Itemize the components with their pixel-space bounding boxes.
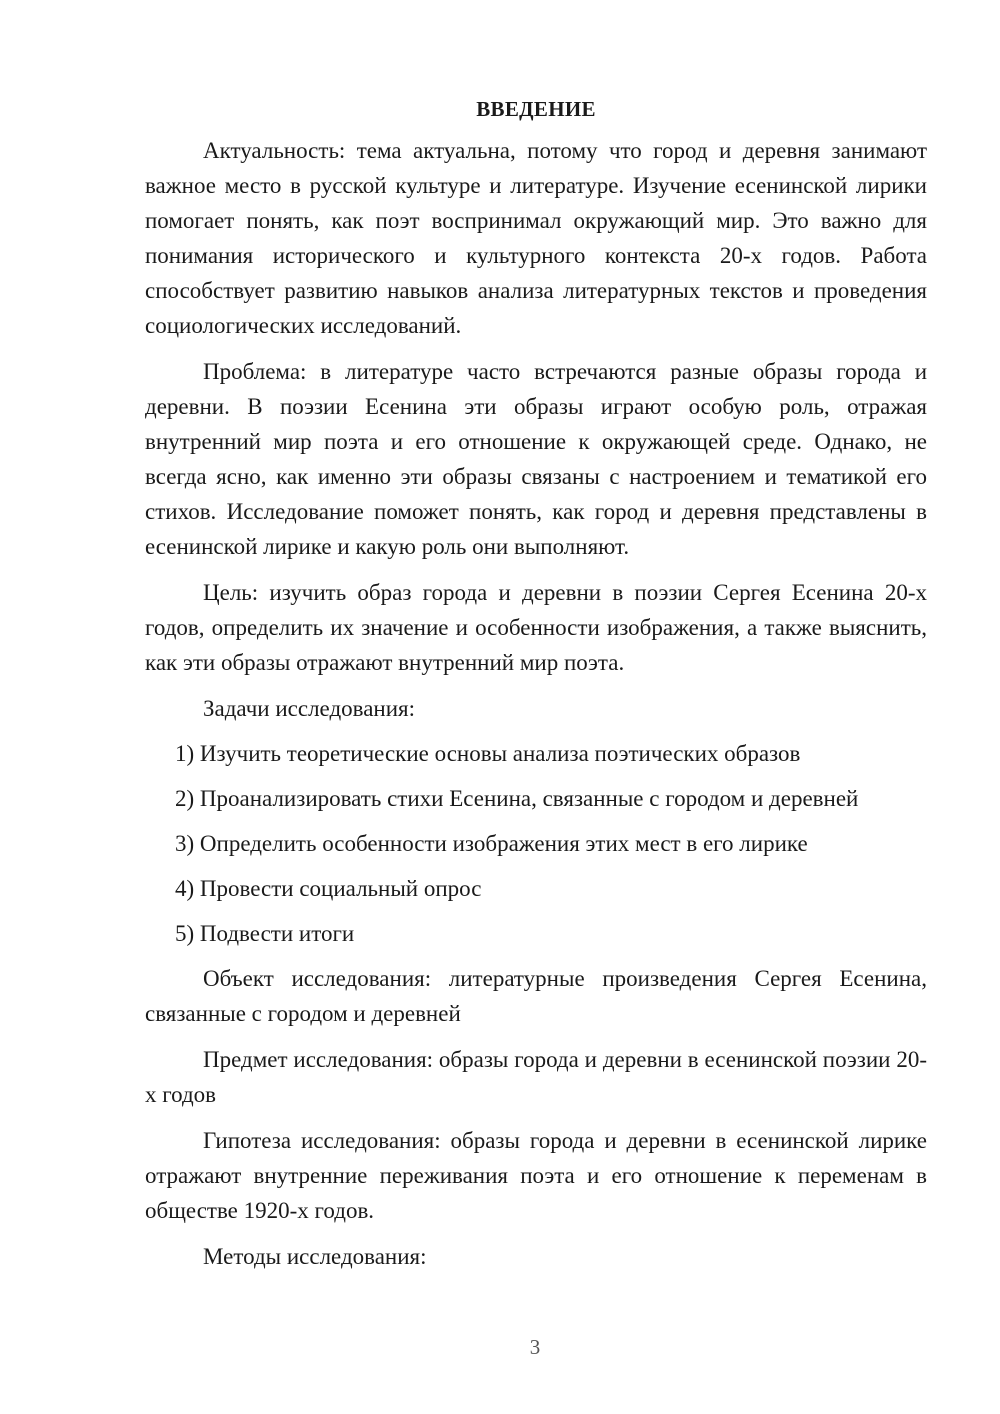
object-paragraph: Объект исследования: литературные произведения Сергея Есенина, связанные с городом и деревней	[145, 966, 927, 1026]
page-number: 3	[529, 1335, 541, 1359]
section-heading: ВВЕДЕНИЕ	[476, 97, 596, 121]
relevance-paragraph: Актуальность: тема актуальна, потому что город и деревня занимают важное место в русской культуре и литературе. Изучение есенинской лирики помогает понять, как поэт воспринимал окружающий мир. Это важно для понимания исторического и культурного контекста 20-х годов. Работа способствует развитию навыков анализа литературных текстов и проведения социологических исследований.	[145, 138, 927, 338]
subject-paragraph: Предмет исследования: образы города и деревни в есенинской поэзии 20-х годов	[145, 1047, 927, 1107]
task-item: 4) Провести социальный опрос	[175, 876, 482, 901]
task-item: 5) Подвести итоги	[175, 921, 355, 946]
document-page	[145, 92, 927, 1284]
methods-label: Методы исследования:	[203, 1244, 427, 1269]
tasks-label: Задачи исследования:	[203, 696, 416, 721]
problem-paragraph: Проблема: в литературе часто встречаются разные образы города и деревни. В поэзии Есенина эти образы играют особую роль, отражая внутренний мир поэта и его отношение к окружающей среде. Однако, не всегда ясно, как именно эти образы связаны с настроением и тематикой его стихов. Исследование поможет понять, как город и деревня представлены в есенинской лирике и какую роль они выполняют.	[145, 359, 927, 559]
tasks-list	[145, 736, 927, 951]
task-item: 3) Определить особенности изображения этих мест в его лирике	[175, 831, 808, 856]
hypothesis-paragraph: Гипотеза исследования: образы города и деревни в есенинской лирике отражают внутренние переживания поэта и его отношение к переменам в обществе 1920-х годов.	[145, 1128, 927, 1223]
task-item: 1) Изучить теоретические основы анализа поэтических образов	[175, 741, 801, 766]
task-item: 2) Проанализировать стихи Есенина, связанные с городом и деревней	[175, 786, 859, 811]
goal-paragraph: Цель: изучить образ города и деревни в поэзии Сергея Есенина 20-х годов, определить их значение и особенности изображения, а также выяснить, как эти образы отражают внутренний мир поэта.	[145, 580, 927, 675]
